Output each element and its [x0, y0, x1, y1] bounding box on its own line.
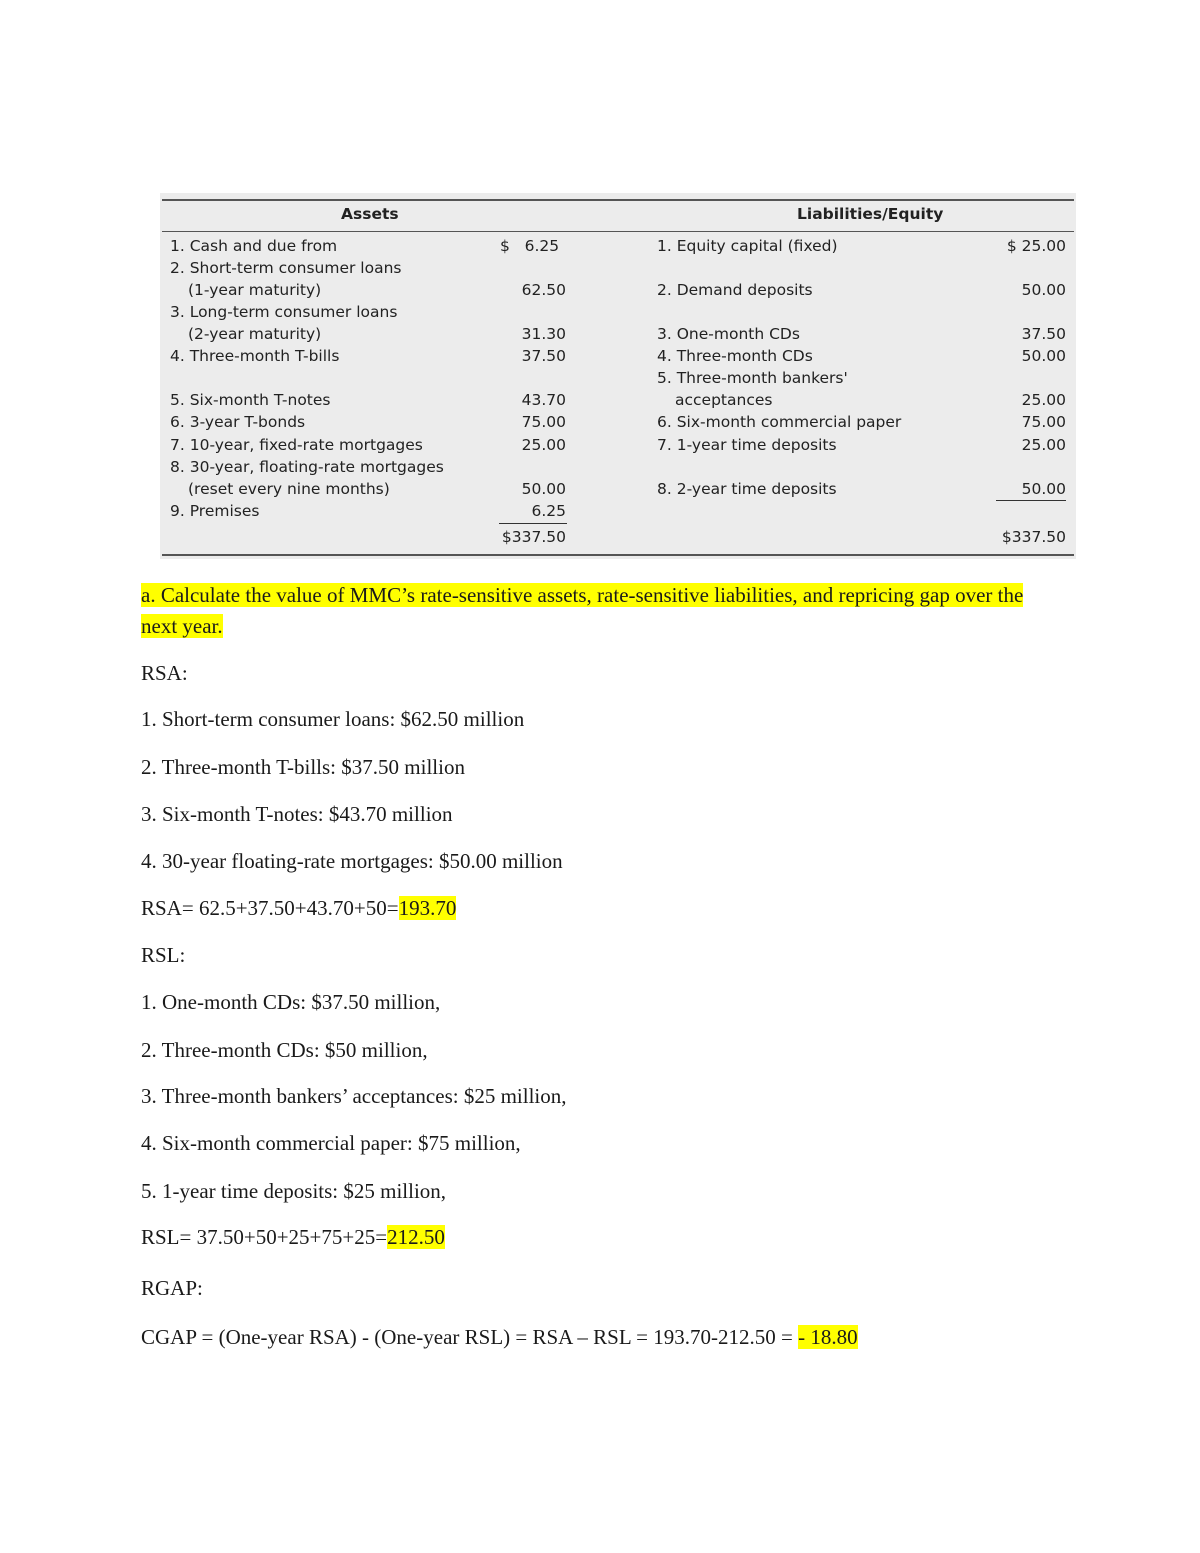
asset-value: 75.00 [521, 413, 566, 431]
asset-value: 62.50 [521, 281, 566, 299]
liability-value: $ 25.00 [1006, 237, 1066, 255]
asset-label: (reset every nine months) [188, 480, 390, 498]
rsa-heading: RSA: [141, 661, 188, 685]
asset-value: 6.25 [531, 502, 566, 520]
liability-value: 25.00 [1021, 391, 1066, 409]
liability-value: 50.00 [1021, 281, 1066, 299]
asset-label: 2. Short-term consumer loans [170, 259, 402, 277]
rsl-item: 3. Three-month bankers’ acceptances: $25 million, [141, 1084, 567, 1108]
rgap-heading: RGAP: [141, 1276, 203, 1300]
assets-total: $337.50 [501, 528, 566, 546]
asset-value: 31.30 [521, 325, 566, 343]
liability-label: acceptances [675, 391, 773, 409]
bottom-rule [162, 554, 1074, 556]
asset-label: 9. Premises [170, 502, 260, 520]
rsl-formula-line [141, 1225, 445, 1250]
rsl-item: 1. One-month CDs: $37.50 million, [141, 990, 441, 1014]
liabilities-total-underline [996, 500, 1066, 501]
liability-value: 75.00 [1021, 413, 1066, 431]
rsa-result: 193.70 [398, 896, 457, 920]
cgap-result: - 18.80 [798, 1325, 858, 1349]
header-rule [162, 231, 1074, 232]
liability-value: 50.00 [1021, 347, 1066, 365]
cgap-formula-line [141, 1325, 858, 1350]
asset-value: 43.70 [521, 391, 566, 409]
asset-label: 5. Six-month T-notes [170, 391, 331, 409]
liabilities-total: $337.50 [1001, 528, 1066, 546]
liability-label: 1. Equity capital (fixed) [657, 237, 838, 255]
asset-label: 8. 30-year, floating-rate mortgages [170, 458, 444, 476]
liability-label: 5. Three-month bankers' [657, 369, 848, 387]
rsl-item: 5. 1-year time deposits: $25 million, [141, 1179, 447, 1203]
assets-total-underline [499, 523, 567, 524]
asset-label: (1-year maturity) [188, 281, 322, 299]
liability-value: 25.00 [1021, 436, 1066, 454]
rsa-item: 2. Three-month T-bills: $37.50 million [141, 755, 465, 779]
top-rule [162, 199, 1074, 201]
liability-label: 8. 2-year time deposits [657, 480, 837, 498]
rsl-formula: RSL= 37.50+50+25+75+25= [141, 1225, 388, 1249]
asset-label: 4. Three-month T-bills [170, 347, 340, 365]
rsa-formula: RSA= 62.5+37.50+43.70+50= [141, 896, 399, 920]
balance-sheet-table [160, 193, 1076, 559]
rsa-item: 1. Short-term consumer loans: $62.50 million [141, 707, 525, 731]
rsa-item: 3. Six-month T-notes: $43.70 million [141, 802, 453, 826]
rsl-item: 4. Six-month commercial paper: $75 million, [141, 1131, 521, 1155]
cgap-formula: CGAP = (One-year RSA) - (One-year RSL) = RSA – RSL = 193.70-212.50 = [141, 1325, 799, 1349]
asset-value: $ 6.25 [500, 237, 560, 255]
liabilities-header: Liabilities/Equity [797, 205, 944, 223]
liability-value: 37.50 [1021, 325, 1066, 343]
liability-label: 7. 1-year time deposits [657, 436, 837, 454]
question-text [141, 580, 1061, 642]
assets-header: Assets [341, 205, 399, 223]
asset-label: (2-year maturity) [188, 325, 322, 343]
asset-value: 25.00 [521, 436, 566, 454]
rsl-result: 212.50 [387, 1225, 445, 1249]
asset-label: 1. Cash and due from [170, 237, 338, 255]
asset-value: 37.50 [521, 347, 566, 365]
asset-label: 3. Long-term consumer loans [170, 303, 398, 321]
liability-label: 4. Three-month CDs [657, 347, 813, 365]
liability-label: 2. Demand deposits [657, 281, 813, 299]
question-highlight: a. Calculate the value of MMC’s rate-sensitive assets, rate-sensitive liabilities, and repricing gap over the next year. [141, 583, 1024, 638]
liability-value: 50.00 [1021, 480, 1066, 498]
rsl-item: 2. Three-month CDs: $50 million, [141, 1038, 428, 1062]
asset-value: 50.00 [521, 480, 566, 498]
rsa-formula-line [141, 896, 456, 921]
liability-label: 6. Six-month commercial paper [657, 413, 902, 431]
rsl-heading: RSL: [141, 943, 186, 967]
rsa-item: 4. 30-year floating-rate mortgages: $50.00 million [141, 849, 563, 873]
liability-label: 3. One-month CDs [657, 325, 800, 343]
asset-label: 7. 10-year, fixed-rate mortgages [170, 436, 423, 454]
asset-label: 6. 3-year T-bonds [170, 413, 306, 431]
